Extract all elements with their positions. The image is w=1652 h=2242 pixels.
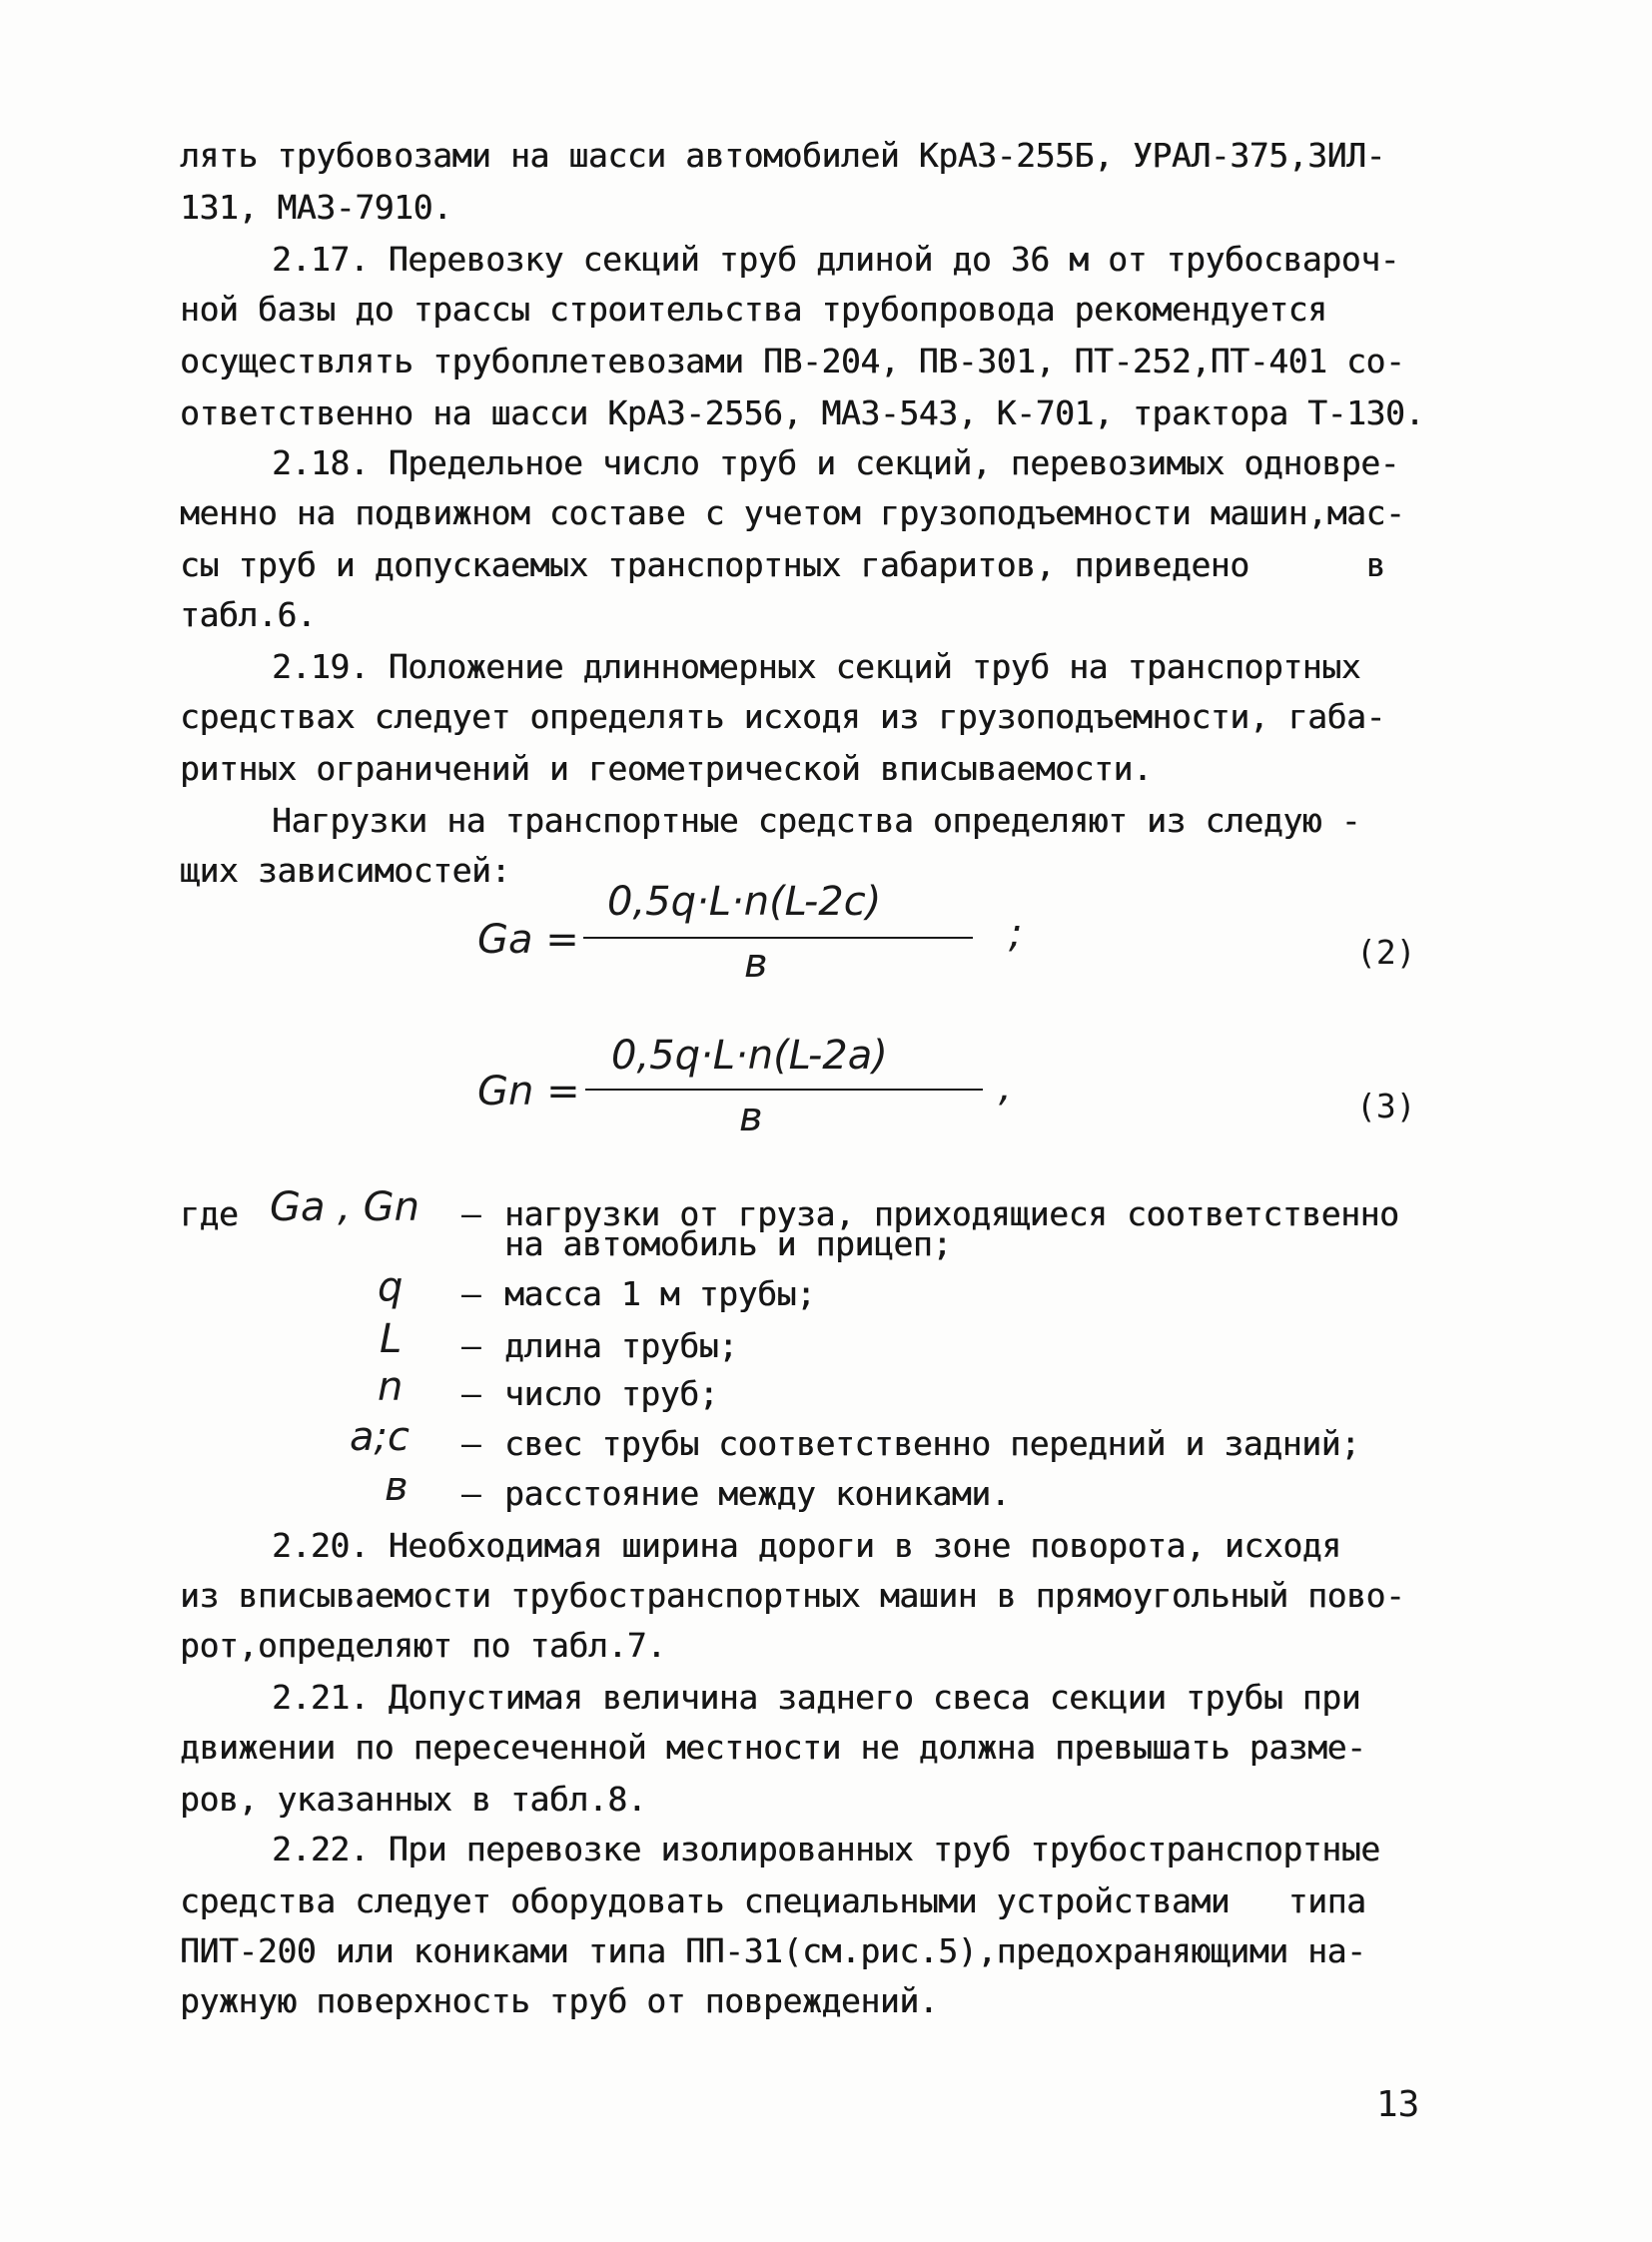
text-line: 2.21. Допустимая величина заднего свеса секции трубы при bbox=[272, 1678, 1361, 1717]
text-line: ритных ограничений и геометрической вписываемости. bbox=[180, 749, 1153, 788]
legend-dash: – bbox=[461, 1274, 481, 1313]
text-line: щих зависимостей: bbox=[180, 851, 510, 890]
text-line: ПИТ-200 или кониками типа ПП-31(см.рис.5),предохраняющими на- bbox=[180, 1931, 1366, 1970]
legend-dash: – bbox=[461, 1194, 481, 1233]
text-line: сы труб и допускаемых транспортных габаритов, приведено в bbox=[180, 545, 1385, 584]
legend-dash: – bbox=[461, 1326, 481, 1365]
formula-lhs: Ga = bbox=[477, 917, 579, 963]
formula-trail: , bbox=[999, 1065, 1012, 1111]
legend-symbol: n bbox=[378, 1364, 404, 1410]
text-line: рот,определяют по табл.7. bbox=[180, 1626, 666, 1665]
page-number: 13 bbox=[1376, 2084, 1420, 2125]
text-line: 131, МАЗ-7910. bbox=[180, 188, 452, 227]
equation-number: (3) bbox=[1356, 1087, 1416, 1125]
formula-numerator: 0,5q·L·n(L-2c) bbox=[607, 879, 882, 925]
text-line: средства следует оборудовать специальными устройствами типа bbox=[180, 1881, 1366, 1920]
text-line: средствах следует определять исходя из грузоподъемности, габа- bbox=[180, 697, 1385, 736]
legend-desc: число труб; bbox=[504, 1374, 719, 1413]
legend-desc: расстояние между кониками. bbox=[504, 1474, 1011, 1513]
formula-numerator: 0,5q·L·n(L-2a) bbox=[611, 1033, 888, 1079]
text-line: менно на подвижном составе с учетом грузоподъемности машин,мас- bbox=[180, 493, 1405, 532]
legend-symbol: q bbox=[378, 1264, 404, 1310]
legend-dash: – bbox=[461, 1474, 481, 1513]
legend-desc: масса 1 м трубы; bbox=[504, 1274, 816, 1313]
formula-trail: ; bbox=[1009, 911, 1023, 957]
text-line: лять трубовозами на шасси автомобилей КрАЗ-255Б, УРАЛ-375,ЗИЛ- bbox=[180, 136, 1385, 175]
text-line: 2.20. Необходимая ширина дороги в зоне поворота, исходя bbox=[272, 1526, 1341, 1565]
legend-dash: – bbox=[461, 1374, 481, 1413]
text-line: движении по пересеченной местности не должна превышать разме- bbox=[180, 1728, 1366, 1767]
text-line: ответственно на шасси КрАЗ-2556, МАЗ-543, К-701, трактора Т-130. bbox=[180, 393, 1424, 432]
formula-denominator: в bbox=[739, 1095, 763, 1140]
text-line: из вписываемости трубостранспортных машин в прямоугольный пово- bbox=[180, 1576, 1405, 1615]
text-line: ной базы до трассы строительства трубопровода рекомендуется bbox=[180, 290, 1327, 329]
text-line: 2.17. Перевозку секций труб длиной до 36 м от трубосвароч- bbox=[272, 240, 1400, 279]
legend-symbol: в bbox=[385, 1464, 409, 1510]
text-line: ров, указанных в табл.8. bbox=[180, 1780, 647, 1819]
formula-lhs: Gn = bbox=[477, 1069, 580, 1115]
where-word: где bbox=[180, 1194, 239, 1233]
text-line: 2.22. При перевозке изолированных труб трубостранспортные bbox=[272, 1830, 1380, 1868]
equation-number: (2) bbox=[1356, 933, 1416, 972]
text-line: Нагрузки на транспортные средства определяют из следую - bbox=[272, 801, 1361, 840]
legend-dash: – bbox=[461, 1424, 481, 1463]
legend-symbol: a;c bbox=[350, 1414, 410, 1460]
text-line: осуществлять трубоплетевозами ПВ-204, ПВ-301, ПТ-252,ПТ-401 со- bbox=[180, 342, 1405, 380]
text-line: 2.18. Предельное число труб и секций, перевозимых одновре- bbox=[272, 443, 1400, 482]
fraction-bar bbox=[585, 1089, 983, 1091]
formula-denominator: в bbox=[744, 941, 768, 987]
legend-symbol: Ga , Gn bbox=[270, 1184, 419, 1230]
legend-desc: нагрузки от груза, приходящиеся соответственно bbox=[504, 1194, 1399, 1233]
text-line: 2.19. Положение длинномерных секций труб на транспортных bbox=[272, 647, 1361, 686]
legend-desc: на автомобиль и прицеп; bbox=[504, 1224, 952, 1263]
legend-symbol: L bbox=[380, 1316, 403, 1362]
text-line: табл.6. bbox=[180, 595, 317, 634]
fraction-bar bbox=[583, 937, 973, 939]
legend-desc: свес трубы соответственно передний и задний; bbox=[504, 1424, 1360, 1463]
text-line: ружную поверхность труб от повреждений. bbox=[180, 1981, 939, 2020]
legend-desc: длина трубы; bbox=[504, 1326, 738, 1365]
